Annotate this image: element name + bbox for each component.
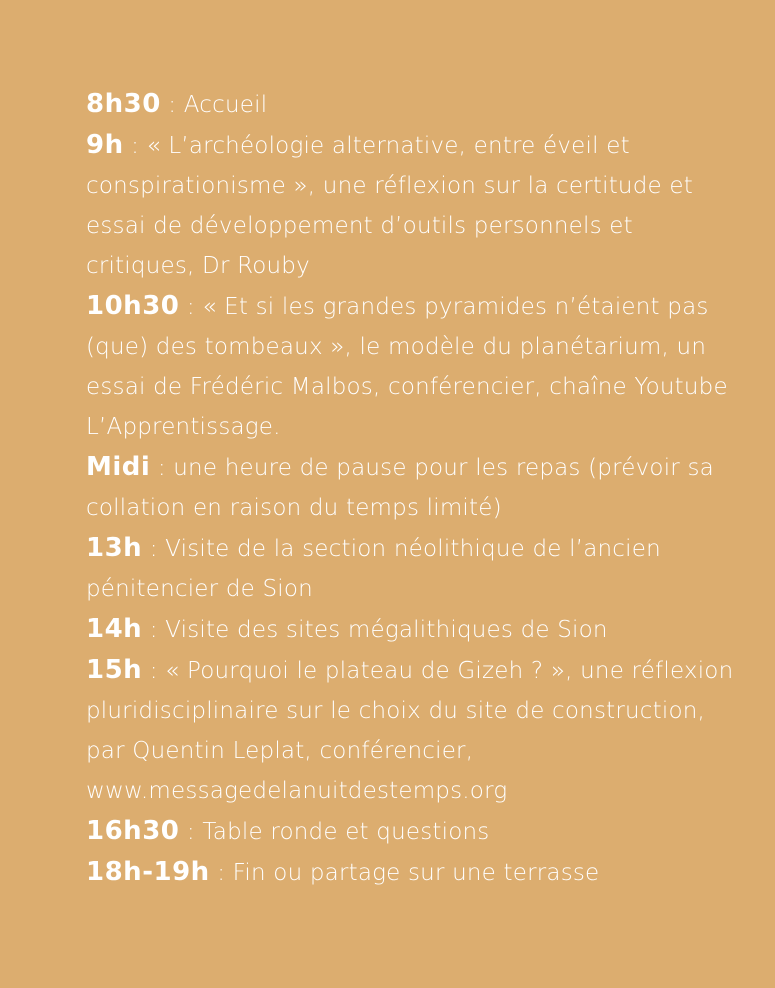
schedule-time: 14h [86, 614, 143, 644]
schedule-item-1800 [86, 852, 736, 893]
schedule-description: : Fin ou partage sur une terrasse [209, 860, 600, 886]
schedule-description: : « Et si les grandes pyramides n’étaient pas (que) des tombeaux », le modèle du planétarium, un essai de Frédéric Malbos, conférencier, chaîne Youtube L’Apprentissage. [86, 294, 728, 440]
schedule-description: : Visite des sites mégalithiques de Sion [142, 617, 608, 643]
schedule-description: : « Pourquoi le plateau de Gizeh ? », une réflexion pluridisciplinaire sur le choix du site de construction, par Quentin Leplat, conférencier, www.messagedelanuitdestemps.org [86, 658, 734, 804]
schedule-item-1630 [86, 811, 736, 852]
schedule-time: 9h [86, 130, 124, 160]
schedule-item-1400 [86, 609, 736, 650]
program-schedule [86, 84, 736, 893]
schedule-time: 15h [86, 655, 143, 685]
schedule-time: 16h30 [86, 816, 180, 846]
schedule-item-midi [86, 447, 736, 528]
schedule-time: Midi [86, 452, 151, 482]
schedule-item-0900 [86, 125, 736, 286]
schedule-time: 18h-19h [86, 857, 210, 887]
schedule-description: : Visite de la section néolithique de l’ancien pénitencier de Sion [86, 536, 661, 602]
schedule-description: : une heure de pause pour les repas (prévoir sa collation en raison du temps limité) [86, 455, 714, 521]
schedule-time: 13h [86, 533, 143, 563]
schedule-description: : Table ronde et questions [179, 819, 490, 845]
schedule-time: 10h30 [86, 291, 180, 321]
schedule-description: : Accueil [160, 92, 268, 118]
schedule-item-1300 [86, 528, 736, 609]
schedule-item-1500 [86, 650, 736, 811]
schedule-description: : « L’archéologie alternative, entre éveil et conspirationisme », une réflexion sur la certitude et essai de développement d’outils personnels et critiques, Dr Rouby [86, 133, 693, 279]
schedule-item-1030 [86, 286, 736, 447]
schedule-item-0830 [86, 84, 736, 125]
schedule-time: 8h30 [86, 89, 161, 119]
